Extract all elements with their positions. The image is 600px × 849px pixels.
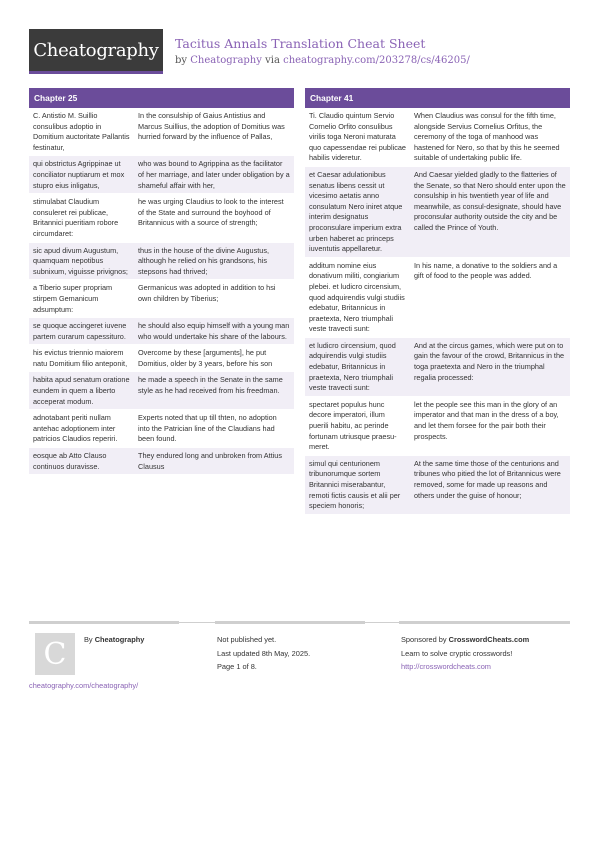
last-updated: Last updated 8th May, 2025. (217, 648, 311, 658)
latin-text: Ti. Claudio quintum Servio Cornelio Orfito consulibus virilis toga Neroni maturata quo capessendae rei publicae habilis videretur. (309, 111, 406, 163)
latin-text: se quoque accingeret iuvene partem curarum capessituro. (33, 321, 127, 341)
table-row (305, 456, 570, 515)
english-translation: let the people see this man in the glory of an imperator and that man in the dress of a boy, and let them forsee for the pair both their prospects. (414, 399, 559, 441)
english-translation: he should also equip himself with a young man who would undertake his share of the labours. (138, 321, 290, 341)
english-translation: And at the circus games, which were put on to gain the favour of the crowd, Britannicus in the toga praetexta and Nero in the triumphal regalia processed: (414, 340, 565, 382)
table-row (29, 448, 294, 475)
latin-text: simul qui centurionem tribunorumque sortem Britannici miserabantur, remoti fictis causis et alii per speciem honoris; (309, 458, 401, 511)
cheatography-logo[interactable] (29, 29, 163, 74)
latin-text: stimulabat Claudium consuleret rei publicae, Britannici pueritiam robore circumdaret: (33, 197, 119, 238)
author-link[interactable]: Cheatography (190, 55, 262, 66)
table-row (305, 167, 570, 258)
footer-publish-info (217, 633, 310, 674)
english-translation: Overcome by these [arguments], he put Domitius, older by 3 years, before his son (138, 348, 273, 368)
chapter-25-section (29, 88, 294, 475)
via-word: via (265, 55, 280, 66)
by-word: by (175, 55, 188, 66)
english-translation: When Claudius was consul for the fifth time, alongside Servius Cornelius Orfitus, the ceremony of the toga of manhood was hastened for Nero, so that by this he seemed suitable of undertaking public life. (414, 111, 560, 163)
title-block (175, 36, 470, 66)
english-translation: he was urging Claudius to look to the interest of the State and surround the boyhood of Britannicus with a source of strength; (138, 197, 284, 228)
latin-text: a Tiberio super propriam stirpem Gemanicum adsumptum: (33, 283, 113, 314)
latin-text: sic apud divum Augustum, quamquam nepotibus subnixum, viguisse privignos; (33, 245, 128, 276)
byline (175, 55, 470, 66)
table-row (29, 108, 294, 156)
table-row (305, 258, 570, 338)
footer-sponsor (401, 633, 529, 674)
sheet-url-link[interactable]: cheatography.com/203278/cs/46205/ (283, 55, 470, 66)
sponsor-line (401, 633, 529, 647)
chapter-41-section (305, 88, 570, 515)
footer-divider-right (399, 621, 570, 624)
latin-text: additum nomine eius donativum militi, congiarium plebei. et ludicro circensium, quod adquirendis vulgi studiis edebatur, Britannicus in praetexta, Nero triumphali veste travecti sunt: (309, 260, 405, 334)
latin-text: adnotabant periti nullam antehac adoptionem inter patricios Claudios reperiri. (33, 413, 118, 444)
published-status: Not published yet. (217, 635, 277, 644)
chapter-41-heading: Chapter 41 (305, 88, 570, 108)
table-row (29, 410, 294, 448)
table-row (305, 338, 570, 397)
page-header (29, 29, 570, 74)
english-translation: At the same time those of the centurions and tribunes who pitied the lot of Britannicus were removed, some for made up reasons and others under the guise of honour; (414, 458, 561, 500)
english-translation: Experts noted that up till thten, no adoption into the Patrician line of the Claudians had been found. (138, 413, 277, 444)
footer-divider-middle (215, 621, 365, 624)
table-row (29, 194, 294, 242)
table-row (305, 108, 570, 167)
sponsor-prefix: Sponsored by (401, 635, 447, 644)
footer-by-word: By (84, 635, 93, 644)
table-row (305, 397, 570, 456)
latin-text: C. Antistio M. Suillio consulibus adoptio in Domitium auctoritate Pallantis festinatur, (33, 111, 130, 152)
table-row (29, 372, 294, 410)
chapter-25-rows (29, 108, 294, 475)
avatar-letter: C (43, 636, 67, 672)
table-row (29, 318, 294, 345)
chapter-25-heading: Chapter 25 (29, 88, 294, 108)
table-row (29, 345, 294, 372)
table-row (29, 280, 294, 318)
latin-text: et ludicro circensium, quod adquirendis vulgi studiis edebatur, Britannicus in praetexta, Nero triumphali veste travecti sunt: (309, 340, 396, 393)
latin-text: habita apud senatum oratione eundem in quem a liberto acceperat modum. (33, 375, 130, 406)
author-avatar[interactable] (35, 633, 75, 675)
english-translation: Germanicus was adopted in addition to hsi own children by Tiberius; (138, 283, 276, 303)
latin-text: et Caesar adulationibus senatus libens cessit ut vicesimo aetatis anno consulatum Nero iniret atque interim designatus proconsulare imperium extra urben haberet ac princeps iuventutis appellaretur. (309, 169, 403, 254)
latin-text: qui obstrictus Agrippinae ut conciliator nuptiarum et mox stupro eius inligatus, (33, 159, 125, 190)
english-translation: They endured long and unbroken from Attius Clausus (138, 451, 283, 471)
footer-author-url[interactable]: cheatography.com/cheatography/ (29, 681, 139, 690)
chapter-41-rows (305, 108, 570, 515)
page-number: Page 1 of 8. (217, 662, 257, 671)
sponsor-tagline: Learn to solve cryptic crosswords! (401, 648, 513, 658)
english-translation: he made a speech in the Senate in the same style as he had received from his freedman. (138, 375, 283, 396)
sponsor-url[interactable]: http://crosswordcheats.com (401, 662, 491, 671)
english-translation: And Caesar yielded gladly to the flatteries of the Senate, so that Nero should enter upon the consulship in his twentieth year of life and meanwhile, as consul-designate, should have proconsular authority outside the city and be called the Prince of Youth. (414, 169, 566, 232)
page-footer (29, 622, 570, 690)
footer-author (84, 633, 144, 647)
english-translation: who was bound to Agrippina as the facilitator of her marriage, and later under obligation by a shameful affair with her, (138, 159, 290, 190)
footer-divider-left (29, 621, 179, 624)
latin-text: eosque ab Atto Clauso continuos duravisse. (33, 451, 107, 471)
english-translation: In the consulship of Gaius Antistius and Marcus Suillius, the adoption of Domitius was hurried forward by the influence of Pallas, (138, 111, 285, 142)
logo-text: Cheatography (33, 39, 159, 61)
table-row (29, 156, 294, 194)
table-row (29, 243, 294, 281)
latin-text: his evictus triennio maiorem natu Domitium filio anteponit, (33, 348, 128, 368)
sheet-title: Tacitus Annals Translation Cheat Sheet (175, 36, 426, 51)
english-translation: In his name, a donative to the soldiers and a gift of food to the people was added. (414, 260, 558, 281)
latin-text: spectaret populus hunc decore imperatori, illum puerili habitu, ac perinde fortunam utriusque praesu-meret. (309, 399, 397, 452)
sponsor-name[interactable]: CrosswordCheats.com (448, 635, 530, 644)
english-translation: thus in the house of the divine Augustus, although he relied on his grandsons, his stepsons had thrived; (138, 245, 270, 276)
footer-author-link[interactable]: Cheatography (94, 635, 145, 644)
